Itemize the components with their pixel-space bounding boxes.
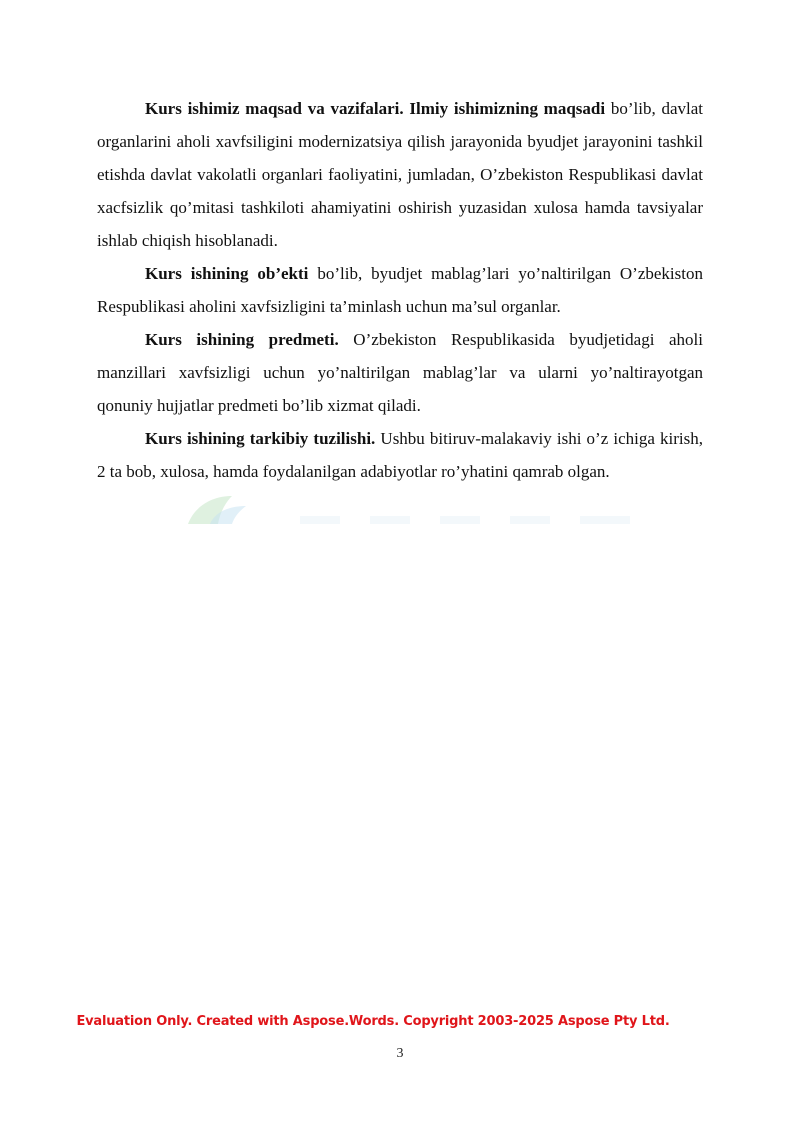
paragraph-structure-heading: Kurs ishining tarkibiy tuzilishi. [145, 429, 376, 448]
paragraph-object-heading: Kurs ishining ob’ekti [145, 264, 309, 283]
page-number: 3 [396, 1046, 404, 1061]
watermark-logo-icon [180, 490, 640, 530]
paragraph-structure [97, 422, 703, 488]
paragraph-subject-heading: Kurs ishining predmeti. [145, 330, 339, 349]
paragraph-goal-heading: Kurs ishimiz maqsad va vazifalari. [145, 99, 404, 118]
paragraph-goal [97, 92, 703, 257]
paragraph-object-text: bo’lib, byudjet mablag’lari yo’naltirilgan O’zbekiston Respublikasi aholini xavfsizligini ta’minlash uchun ma’sul organlar. [97, 264, 703, 316]
paragraph-subject-text: O’zbekiston Respublikasida byudjetidagi aholi manzillari xavfsizligi uchun yo’naltirilgan mablag’lar va ularni yo’naltirayotgan qonuniy hujjatlar predmeti bo’lib xizmat qiladi. [97, 330, 703, 415]
document-body [97, 92, 703, 488]
paragraph-goal-subheading: Ilmiy ishimizning maqsadi [409, 99, 606, 118]
paragraph-object [97, 257, 703, 323]
paragraph-structure-text: Ushbu bitiruv-malakaviy ishi o’z ichiga kirish, 2 ta bob, xulosa, hamda foydalanilgan adabiyotlar ro’yhatini qamrab olgan. [97, 429, 703, 481]
paragraph-subject [97, 323, 703, 422]
evaluation-notice: Evaluation Only. Created with Aspose.Words. Copyright 2003-2025 Aspose Pty Ltd. [76, 1014, 670, 1029]
paragraph-goal-text: bo’lib, davlat organlarini aholi xavfsiligini modernizatsiya qilish jarayonida byudjet jarayonini tashkil etishda davlat vakolatli organlari faoliyatini, jumladan, O’zbekiston Respublikasi davlat xacfsizlik qo’mitasi tashkiloti ahamiyatini oshirish yuzasidan xulosa hamda tavsiyalar ishlab chiqish hisoblanadi. [97, 99, 703, 250]
